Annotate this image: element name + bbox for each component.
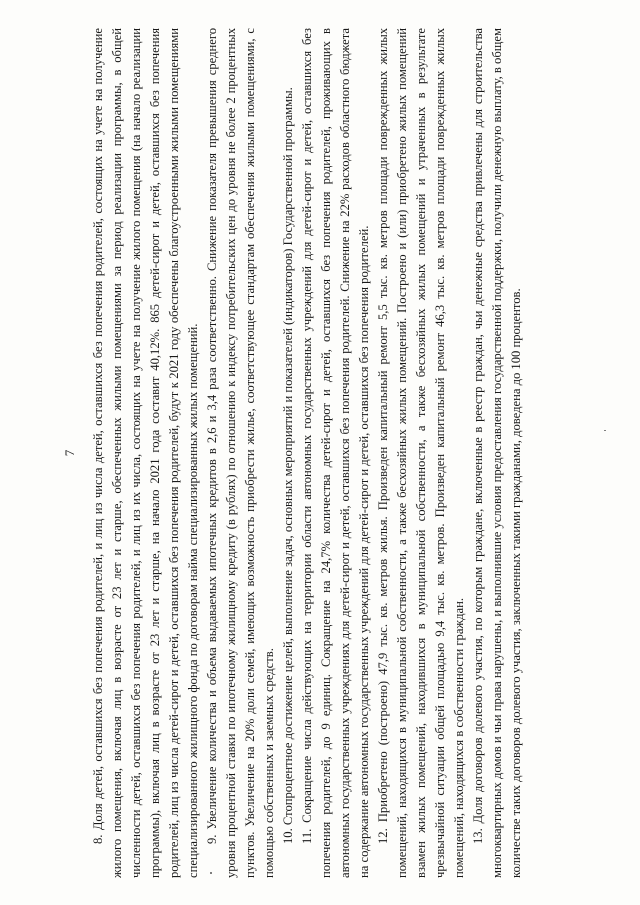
paragraph-10: 10. Стопроцентное достижение целей, выполнение задач, основных мероприятий и показателей (индикаторов) Государственной программы. — [281, 86, 295, 844]
paragraph-9: 9. Увеличение количества и объема выдаваемых ипотечных кредитов в 2,6 и 3,4 раза соответственно. Снижение показателя превышения среднего уровня процентной ставки по ипотечному жилищному кредиту (в рублях) по отношению к индексу потребительских цен до уровня не более 2 процентных пунктов. Увеличение на 20% доли семей, имеющих возможность приобрести жилье, соответствующее стандартам обеспечения жилыми помещениями, с помощью собственных и заемных средств. — [205, 27, 276, 878]
page-number: 7 — [62, 449, 77, 456]
paragraph-13: 13. Доля договоров долевого участия, по которым граждане, включенные в реестр граждан, чьи денежные средства привлечены для строительства многоквартирных домов и чьи права нарушены, и выполнившие условия предоставления государственной поддержки, получили денежную выплату, в общем количестве таких договоров долевого участия, заключенных такими гражданами, доведена до 100 процентов. — [471, 27, 523, 878]
paragraph-11: 11. Сокращение числа действующих на территории области автономных государственных учреждений для детей-сирот и детей, оставшихся без попечения родителей, до 9 единиц. Сокращение на 24,7% количества детей-сирот и детей, оставшихся без попечения родителей, проживающих в автономных государственных учреждениях для детей-сирот и детей, оставшихся без попечения родителей. Снижение на 22% расходов областного бюджета на содержание автономных государственных учреждений для детей-сирот и детей, оставшихся без попечения родителей. — [300, 27, 371, 878]
paragraph-8: 8. Доля детей, оставшихся без попечения родителей, и лиц из числа детей, оставшихся без попечения родителей, состоящих на учете на получение жилого помещения, включая лиц в возрасте от 23 лет и старше, обеспеченных жилыми помещениями за период реализации программы, в общей численности детей, оставшихся без попечения родителей, и лиц из их числа, состоящих на учете на получение жилого помещения (на начало реализации программы), включая лиц в возрасте от 23 лет и старше, на начало 2021 года составит 40,12%. 865 детей-сирот и детей, оставшихся без попечения родителей, лиц из числа детей-сирот и детей, оставшихся без попечения родителей, будут к 2021 году обеспечены благоустроенными жилыми помещениями специализированного жилищного фонда по договорам найма специализированных жилых помещений. — [91, 27, 200, 878]
paragraph-12: 12. Приобретено (построено) 47,9 тыс. кв. метров жилья. Произведен капитальный ремонт 5,5 тыс. кв. метров площади поврежденных жилых помещений, находящихся в муниципальной собственности, а также бесхозяйных жилых помещений. Построено и (или) приобретено жилых помещений взамен жилых помещений, находившихся в муниципальной собственности, а также бесхозяйных жилых помещений и утраченных в результате чрезвычайной ситуации общей площадью 9,4 тыс. кв. метров. Произведен капитальный ремонт 46,3 тыс. кв. метров площади поврежденных жилых помещений, находящихся в собственности граждан. — [376, 27, 466, 878]
rotated-text-block — [60, 28, 580, 878]
